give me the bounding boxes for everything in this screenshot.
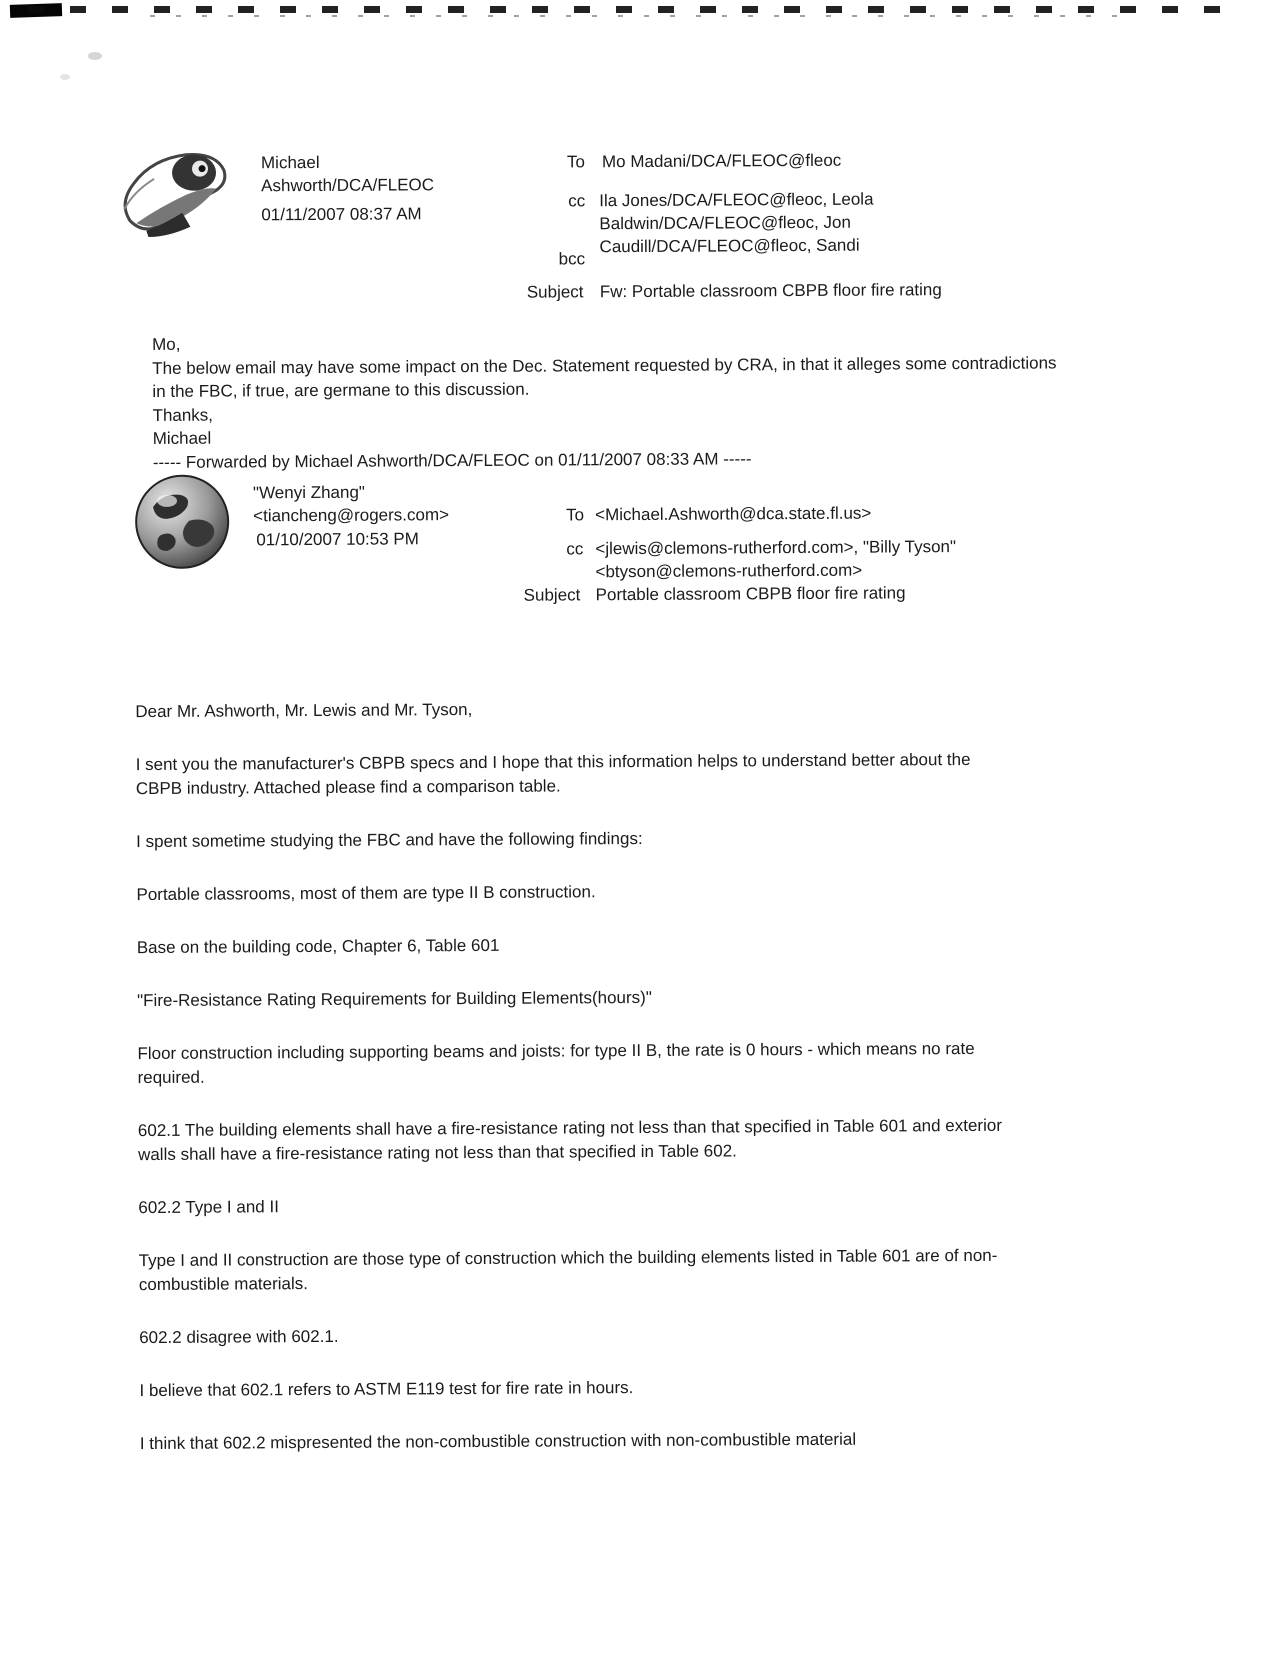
email1-body (152, 327, 1058, 474)
body-line: Michael (152, 428, 212, 448)
body-line: Mo, (152, 334, 181, 354)
sender1-name: Michael Ashworth/DCA/FLEOC (260, 152, 435, 196)
to-value: <Michael.Ashworth@dca.state.fl.us> (595, 503, 872, 525)
cc-label: cc (568, 191, 586, 211)
cc-line: <jlewis@clemons-rutherford.com>, "Billy Tyson" (595, 537, 957, 559)
globe-avatar-image (133, 472, 232, 571)
email-paragraph: I think that 602.2 mispresented the non-combustible construction with non-combustible material (139, 1429, 857, 1454)
cartoon-character-avatar-image (116, 142, 239, 249)
sender2-name: "Wenyi Zhang" (252, 482, 365, 503)
cc-value (595, 535, 956, 583)
to-label: To (566, 152, 586, 172)
sender1-avatar (116, 142, 239, 249)
email-paragraph: Portable classrooms, most of them are type II B construction. (136, 882, 596, 905)
sender2-email: <tiancheng@rogers.com> (253, 505, 450, 526)
subject-value: Portable classroom CBPB floor fire rating (595, 583, 906, 605)
subject-label: Subject (526, 282, 584, 302)
email-paragraph: Floor construction including supporting beams and joists: for type II B, the rate is 0 hours - which means no rate required. (137, 1038, 975, 1088)
cc-line: <btyson@clemons-rutherford.com> (595, 560, 863, 582)
subject-label: Subject (523, 585, 581, 605)
sender1-datetime: 01/11/2007 08:37 AM (261, 204, 422, 225)
email-paragraph: "Fire-Resistance Rating Requirements for Building Elements(hours)" (137, 987, 652, 1011)
to-label: To (566, 505, 585, 525)
cc-line: Ila Jones/DCA/FLEOC@fleoc, Leola (599, 189, 874, 211)
subject-value: Fw: Portable classroom CBPB floor fire rating (599, 280, 942, 302)
email-paragraph: Type I and II construction are those type of construction which the building elements listed in Table 601 are of non-combustible materials. (138, 1245, 998, 1295)
email-paragraph: 602.2 Type I and II (138, 1197, 279, 1218)
bcc-label: bcc (558, 249, 586, 269)
sender2-identity (253, 480, 553, 528)
email2-body (135, 695, 1022, 1485)
email-paragraph: I spent sometime studying the FBC and have the following findings: (136, 828, 643, 852)
body-line: Thanks, (152, 405, 214, 425)
email-paragraph: Dear Mr. Ashworth, Mr. Lewis and Mr. Tyson, (135, 700, 473, 722)
sender2-datetime: 01/10/2007 10:53 PM (256, 529, 419, 550)
cc-line: Baldwin/DCA/FLEOC@fleoc, Jon (599, 212, 851, 234)
email-paragraph: Base on the building code, Chapter 6, Table 601 (136, 935, 500, 958)
forwarded-separator: ----- Forwarded by Michael Ashworth/DCA/FLEOC on 01/11/2007 08:33 AM ----- (152, 448, 752, 472)
email-paragraph: I sent you the manufacturer's CBPB specs and I hope that this information helps to understand better about the CBPB industry. Attached please find a comparison table. (135, 749, 971, 799)
email-paragraph: 602.2 disagree with 602.1. (139, 1326, 339, 1348)
sender2-avatar (133, 472, 232, 571)
cc-value (599, 188, 874, 259)
cc-line: Caudill/DCA/FLEOC@fleoc, Sandi (599, 235, 860, 257)
to-value: Mo Madani/DCA/FLEOC@fleoc (601, 150, 842, 172)
body-paragraph: The below email may have some impact on the Dec. Statement requested by CRA, in that it alleges some contradictions in the FBC, if true, are germane to this discussion. (152, 352, 1057, 401)
cc-label: cc (566, 539, 584, 559)
email-paragraph: I believe that 602.1 refers to ASTM E119 test for fire rate in hours. (139, 1378, 634, 1401)
email-paragraph: 602.1 The building elements shall have a fire-resistance rating not less than that specified in Table 601 and exterior walls shall have a fire-resistance rating not less than that specified in Table 602. (137, 1115, 1003, 1165)
